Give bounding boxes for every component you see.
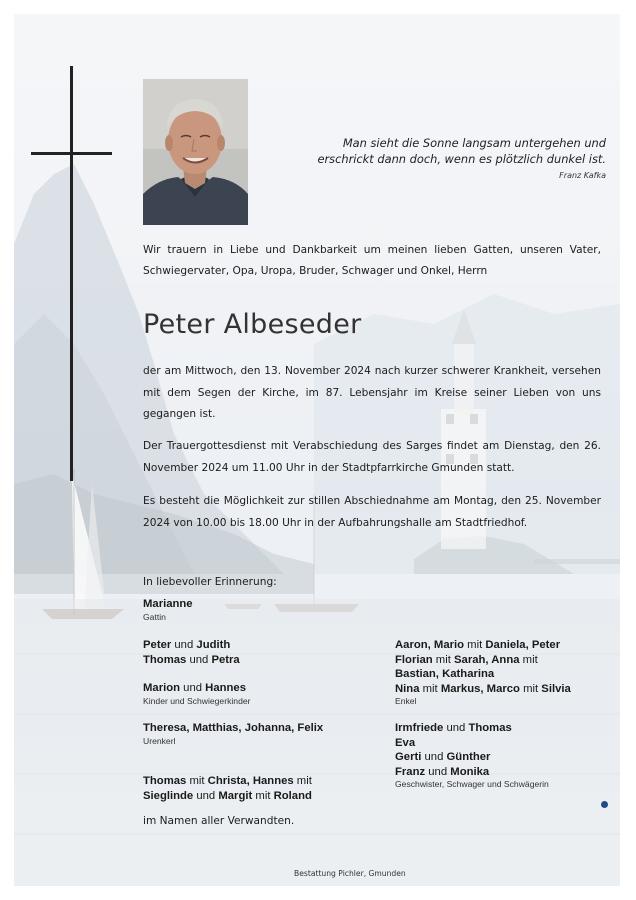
mourner-siblings	[395, 721, 549, 790]
siblings-role: Geschwister, Schwager und Schwägerin	[395, 779, 549, 789]
intro-text: Wir trauern in Liebe und Dankbarkeit um meinen lieben Gatten, unseren Vater, Schwiegervater, Opa, Uropa, Bruder, Schwager und Onkel, Herrn	[143, 244, 601, 277]
cross-icon-horizontal	[31, 152, 112, 155]
grandchildren-line-1: Aaron, Mario mit Daniela, Peter	[395, 639, 561, 651]
children-line-2: Thomas und Petra	[143, 653, 240, 666]
deceased-name: Peter Albeseder	[143, 309, 362, 340]
cross-icon-vertical	[70, 66, 73, 481]
grandchildren-role: Enkel	[395, 696, 417, 706]
mourner-in-law	[143, 681, 251, 707]
wife-role: Gattin	[143, 611, 166, 622]
mourner-wife	[143, 597, 193, 623]
service-paragraph: Der Trauergottesdienst mit Verabschiedung des Sarges findet am Dienstag, den 26. November 2024 um 11.00 Uhr in der Stadtpfarrkirche Gmunden statt.	[143, 440, 601, 474]
quote-author: Franz Kafka	[559, 171, 606, 180]
portrait-photo	[143, 79, 248, 225]
mourner-great-grandchildren	[143, 721, 323, 747]
grandchildren-line-3: Bastian, Katharina	[395, 668, 495, 680]
in-law-role: Kinder und Schwiegerkinder	[143, 695, 251, 706]
children-line-1: Peter und Judith	[143, 639, 231, 651]
blue-dot-icon	[601, 801, 608, 808]
wife-name: Marianne	[143, 598, 193, 610]
funeral-home-credit: Bestattung Pichler, Gmunden	[294, 869, 406, 878]
great-grandchildren-role: Urenkerl	[143, 735, 176, 746]
siblings-line-4: Franz und Monika	[395, 765, 490, 778]
quote-line-2: erschrickt dann doch, wenn es plötzlich dunkel ist.	[317, 152, 606, 166]
in-law-line: Marion und Hannes	[143, 682, 246, 694]
portrait-image	[143, 79, 248, 225]
grandchildren-line-2: Florian mit Sarah, Anna mit	[395, 653, 538, 666]
mourner-other	[143, 774, 312, 803]
other-line-1: Thomas mit Christa, Hannes mit	[143, 775, 312, 787]
background-frame	[14, 14, 620, 886]
grandchildren-line-4: Nina mit Markus, Marco mit Silvia	[395, 682, 571, 695]
siblings-line-3: Gerti und Günther	[395, 751, 491, 763]
great-grandchildren-line: Theresa, Matthias, Johanna, Felix	[143, 722, 324, 734]
mourner-grandchildren	[395, 638, 571, 707]
kafka-quote	[264, 135, 606, 167]
remembrance-lead: In liebevoller Erinnerung:	[143, 576, 277, 588]
siblings-line-2: Eva	[395, 736, 416, 749]
viewing-paragraph: Es besteht die Möglichkeit zur stillen Abschiednahme am Montag, den 25. November 2024 von 10.00 bis 18.00 Uhr in der Aufbahrungshalle am Stadtfriedhof.	[143, 495, 601, 529]
other-line-2: Sieglinde und Margit mit Roland	[143, 789, 312, 802]
death-paragraph: der am Mittwoch, den 13. November 2024 nach kurzer schwerer Krankheit, versehen mit dem Segen der Kirche, im 87. Lebensjahr im Kreise seiner Lieben von uns gegangen ist.	[143, 365, 601, 420]
siblings-line-1: Irmfriede und Thomas	[395, 722, 512, 734]
quote-line-1: Man sieht die Sonne langsam untergehen und	[342, 136, 606, 150]
mourner-children	[143, 638, 240, 667]
closing-text: im Namen aller Verwandten.	[143, 815, 295, 827]
